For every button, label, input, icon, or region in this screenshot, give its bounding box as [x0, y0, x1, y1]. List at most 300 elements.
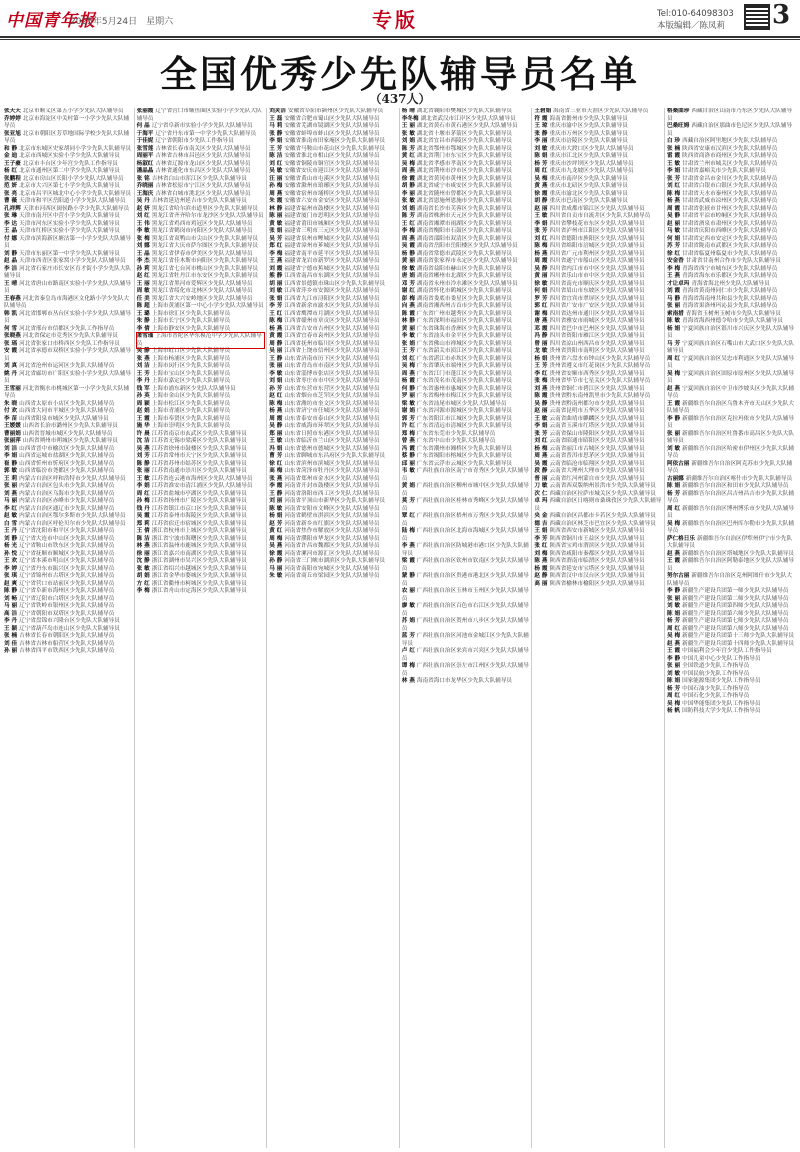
list-item — [269, 281, 397, 289]
person-affiliation: 浙江省金华市婺城区少先队大队辅导员 — [151, 573, 247, 579]
person-affiliation: 广西壮族自治区桂林市秀峰区少先队大队辅导员 — [401, 498, 529, 512]
person-affiliation: 浙江省绍兴市越城区少先队大队辅导员 — [151, 565, 247, 572]
person-affiliation: 贵州省遵义市红花岗区少先队大队辅导员 — [549, 363, 651, 369]
person-name: 张丽萍 — [4, 438, 21, 444]
list-item — [667, 153, 796, 161]
person-affiliation: 云南省昭通市昭阳区少先队大队辅导员 — [549, 438, 645, 444]
person-affiliation: 湖北省孝感市孝南区少先队大队辅导员 — [416, 160, 513, 167]
person-name: 陈 敏 — [269, 505, 283, 512]
person-affiliation: 浙江省温州市鹿城区少先队大队辅导员 — [151, 543, 247, 549]
list-item — [402, 333, 530, 341]
list-item — [137, 296, 265, 304]
list-item — [534, 258, 662, 266]
list-item — [667, 656, 796, 664]
person-name: 刘灵洁 — [269, 108, 286, 114]
person-name: 吴 梅 — [666, 520, 681, 527]
person-affiliation: 西藏自治区林芝市巴宜区少先队大队辅导员 — [549, 520, 656, 527]
person-name: 赵 丽 — [534, 408, 548, 414]
list-item — [534, 573, 662, 581]
person-name: 许 晨 — [136, 430, 150, 437]
list-item — [534, 116, 662, 124]
person-affiliation: 湖北省黄冈市黄州区少先队大队辅导员 — [416, 175, 513, 182]
list-item — [534, 146, 662, 154]
person-name: 陈 娟 — [666, 610, 681, 617]
person-affiliation: 重庆市渝中区少先队大队辅导员 — [549, 123, 628, 129]
list-item — [534, 273, 662, 281]
person-name: 吴 燕 — [269, 543, 283, 549]
person-name: 萨仁格日乐 — [666, 535, 695, 542]
person-name: 刘 梅 — [534, 550, 548, 557]
list-item — [137, 168, 265, 176]
person-affiliation: 重庆市万州区少先队大队辅导员 — [549, 130, 628, 137]
newspaper-logo: 中国青年报 — [6, 11, 96, 31]
person-affiliation: 河南省鹤壁市淇滨区少先队大队辅导员 — [284, 513, 380, 519]
list-item — [269, 393, 397, 401]
person-affiliation: 甘肃省张掖市甘州区少先队大队辅导员 — [682, 205, 778, 212]
person-affiliation: 福建省泉州市鲤城区少先队大队辅导员 — [284, 235, 380, 242]
list-item — [4, 566, 132, 574]
person-name: 曹 芳 — [269, 453, 283, 459]
person-affiliation: 广东省茂名市茂南区少先队大队辅导员 — [416, 378, 513, 384]
person-affiliation: 福建省福州市鼓楼区少先队大队辅导员 — [284, 205, 380, 212]
list-item — [4, 416, 132, 424]
person-affiliation: 湖南省岳阳市岳阳楼区少先队大队辅导员 — [416, 243, 518, 249]
person-name: 乔婷婷 — [4, 115, 21, 122]
person-name: 邱 丽 — [401, 460, 415, 467]
person-name: 周 红 — [666, 693, 681, 699]
person-name: 王 红 — [269, 310, 283, 317]
person-affiliation: 河南省安阳市文峰区少先队大队辅导员 — [284, 505, 380, 512]
person-affiliation: 新疆维吾尔自治区哈密市伊州区少先队大队辅导员 — [666, 445, 794, 459]
person-name: 吴 梅 — [534, 175, 548, 182]
person-name: 张 丽 — [666, 595, 681, 602]
person-name: 格桑曲珍 — [666, 108, 690, 114]
person-affiliation: 四川省乐山市市中区少先队大队辅导员 — [549, 273, 645, 279]
list-item — [4, 453, 132, 461]
list-item — [667, 356, 796, 371]
person-affiliation: 广东省湛江市赤坎区少先队大队辅导员 — [416, 355, 513, 362]
person-name: 张 娟 — [269, 295, 283, 302]
person-name: 付 娜 — [4, 235, 18, 242]
person-name: 徐 敏 — [534, 280, 548, 287]
list-item — [137, 408, 265, 416]
person-name: 张 丽 — [4, 483, 18, 489]
person-affiliation: 湖北省荆州市沙市区少先队大队辅导员 — [416, 168, 513, 174]
list-item — [4, 536, 132, 544]
person-name: 高 梅 — [269, 468, 283, 474]
list-item — [4, 581, 132, 589]
person-affiliation: 青海省海西州德令哈市少先队大队辅导员 — [682, 318, 783, 324]
person-affiliation: 新疆维吾尔自治区吐鲁番市高昌区少先队大队辅导员 — [666, 430, 794, 444]
list-item — [4, 183, 132, 191]
person-affiliation: 河南省洛阳市西工区少先队大队辅导员 — [284, 490, 380, 497]
person-affiliation: 天津市河西区闽侯路小学少先队大队辅导员 — [22, 205, 130, 212]
person-name: 段 静 — [534, 468, 548, 474]
person-name: 古丽娜 — [666, 475, 684, 482]
person-name: 李 敏 — [401, 333, 415, 339]
person-affiliation: 湖北省鄂州市鄂城区少先队大队辅导员 — [416, 145, 513, 152]
person-affiliation: 上海市松江区少先队大队辅导员 — [151, 400, 231, 407]
person-name: 张 娟 — [401, 340, 415, 347]
person-affiliation: 河南省商丘市梁园区少先队大队辅导员 — [284, 573, 380, 579]
list-item — [667, 573, 796, 588]
list-item — [402, 161, 530, 169]
list-item — [137, 258, 265, 266]
person-affiliation: 新疆生产建设兵团第二师少先队大队辅导员 — [682, 595, 789, 602]
name-column — [267, 108, 400, 1148]
person-name: 陈 洁 — [136, 535, 150, 542]
list-item — [534, 483, 662, 491]
person-name: 巴桑旺姆 — [666, 123, 690, 129]
list-item — [402, 386, 530, 394]
person-name: 林 燕 — [136, 543, 150, 549]
list-item — [667, 431, 796, 446]
list-item — [402, 483, 530, 498]
person-affiliation: 山东省济南市历下区少先队大队辅导员 — [284, 355, 380, 362]
list-item — [667, 318, 796, 326]
person-name: 周 燕 — [534, 453, 548, 459]
list-item — [534, 228, 662, 236]
list-item — [137, 303, 265, 311]
person-affiliation: 国家能源集团少先队工作指导员 — [682, 678, 761, 684]
person-affiliation: 辽宁省丹东市第一中学少先队大队辅导员 — [155, 130, 257, 137]
list-item — [269, 536, 397, 544]
person-affiliation: 北京市海淀区中关村第一小学少先队大队辅导员 — [4, 115, 130, 129]
person-name: 吴 梅 — [666, 633, 681, 639]
person-affiliation: 新疆维吾尔自治区克拉玛依市少先队大队辅导员 — [666, 415, 794, 429]
person-affiliation: 浙江省衢州市柯城区少先队大队辅导员 — [151, 580, 247, 587]
list-item — [667, 213, 796, 221]
person-affiliation: 江苏省淮安市清江浦区少先队大队辅导员 — [151, 483, 253, 489]
list-item — [667, 686, 796, 694]
person-name: 王 霞 — [666, 558, 681, 564]
list-item — [667, 221, 796, 229]
person-affiliation: 湖北省荆门市东宝区少先队大队辅导员 — [416, 153, 513, 159]
person-name: 蔡 静 — [401, 453, 415, 459]
person-affiliation: 四川省南充市顺庆区少先队大队辅导员 — [549, 280, 645, 287]
list-item — [534, 408, 662, 416]
person-name: 王 娟 — [534, 528, 548, 534]
person-affiliation: 广西壮族自治区梧州市万秀区少先队大队辅导员 — [401, 513, 529, 527]
list-item — [269, 386, 397, 394]
person-name: 黄 红 — [269, 528, 283, 534]
person-name: 吴 静 — [269, 423, 283, 429]
list-item — [137, 161, 265, 169]
name-column — [135, 108, 268, 1148]
person-name: 张 瑶 — [4, 340, 18, 347]
person-name: 刘 娟 — [269, 378, 283, 384]
person-affiliation: 山西省运城市盐湖区少先队大队辅导员 — [19, 453, 115, 459]
person-name: 孙 丽 — [4, 648, 18, 654]
person-affiliation: 广西壮族自治区河池市金城江区少先队大队辅导员 — [401, 633, 529, 647]
list-item — [269, 371, 397, 379]
person-name: 于海平 — [136, 130, 154, 137]
list-item — [137, 588, 265, 596]
list-item — [269, 258, 397, 266]
person-affiliation: 新疆维吾尔自治区和田市少先队大队辅导员 — [682, 483, 789, 489]
list-item — [534, 581, 662, 589]
list-item — [137, 138, 265, 146]
person-affiliation: 新疆生产建设兵团第六师少先队大队辅导员 — [682, 610, 789, 617]
list-item — [667, 191, 796, 199]
person-affiliation: 上海市崇明区少先队大队辅导员 — [151, 423, 231, 429]
list-item — [534, 161, 662, 169]
person-affiliation: 上海市青浦区少先队大队辅导员 — [151, 408, 231, 414]
person-affiliation: 甘肃省嘉峪关市少先队大队辅导员 — [682, 168, 767, 174]
person-name: 李 丽 — [534, 138, 548, 144]
person-affiliation: 辽宁省阜新市海州区少先队大队辅导员 — [19, 588, 115, 594]
page-number: 3 — [772, 0, 791, 30]
person-affiliation: 贵州省黔南州都匀市少先队大队辅导员 — [549, 400, 645, 407]
list-item — [667, 273, 796, 281]
person-name: 刘 燕 — [534, 385, 548, 392]
person-name: 刘 红 — [666, 183, 681, 189]
list-item — [269, 153, 397, 161]
person-name: 陆 梅 — [401, 528, 415, 534]
person-name: 符 霞 — [534, 115, 548, 122]
list-item — [269, 431, 397, 439]
list-item — [402, 213, 530, 221]
person-affiliation: 辽宁省沈阳市和平区少先队大队辅导员 — [19, 528, 115, 534]
list-item — [534, 453, 662, 461]
person-name: 周 燕 — [401, 168, 415, 174]
list-item — [534, 221, 662, 229]
list-item — [667, 311, 796, 319]
person-affiliation: 湖北省武汉市江岸区少先队大队辅导员 — [420, 115, 516, 122]
person-name: 王 静 — [269, 355, 283, 362]
person-name: 钱 军 — [136, 385, 150, 392]
person-name: 李 敏 — [269, 370, 283, 377]
person-affiliation: 贵州省铜仁市碧江区少先队大队辅导员 — [549, 385, 645, 392]
person-name: 周 霞 — [666, 205, 681, 212]
list-item — [534, 333, 662, 341]
person-affiliation: 广东省汕尾市城区少先队大队辅导员 — [416, 400, 507, 407]
qr-code-icon — [746, 6, 768, 28]
person-affiliation: 中国石油少先队工作指导员 — [682, 685, 750, 692]
person-affiliation: 湖南省衡阳市石鼓区少先队大队辅导员 — [416, 228, 513, 234]
person-affiliation: 山西省临汾市尧都区少先队大队辅导员 — [19, 468, 115, 474]
person-name: 刘 燕 — [4, 490, 18, 497]
person-affiliation: 新疆生产建设兵团第一师少先队大队辅导员 — [682, 588, 789, 594]
list-item — [667, 371, 796, 386]
list-item — [4, 641, 132, 649]
list-item — [4, 461, 132, 469]
person-name: 李 红 — [4, 505, 18, 512]
person-name: 黄 丽 — [401, 258, 415, 264]
person-name: 赵 芳 — [269, 520, 283, 527]
person-affiliation: 黑龙江省大庆市萨尔图区少先队大队辅导员 — [151, 243, 259, 249]
person-affiliation: 甘肃省金昌市金川区少先队大队辅导员 — [682, 175, 778, 182]
person-affiliation: 山西省太原市小店区少先队大队辅导员 — [19, 400, 115, 407]
person-affiliation: 江西省南昌市东湖区少先队大队辅导员 — [284, 273, 380, 279]
list-item — [269, 558, 397, 566]
person-name: 周 颖 — [136, 400, 150, 407]
person-affiliation: 河南省许昌市魏都区少先队大队辅导员 — [284, 543, 380, 549]
contact-info — [657, 8, 734, 32]
person-name: 谢 红 — [401, 288, 415, 294]
person-affiliation: 天津市西青区张家窝小学少先队大队辅导员 — [19, 258, 126, 264]
person-affiliation: 山东省聊城市东昌府区少先队大队辅导员 — [284, 453, 386, 459]
list-item — [402, 528, 530, 543]
person-affiliation: 广东省清远市清城区少先队大队辅导员 — [416, 423, 513, 429]
person-affiliation: 江西省景德镇市珠山区少先队大队辅导员 — [284, 280, 386, 287]
list-item — [534, 566, 662, 574]
person-name: 杨 静 — [401, 250, 415, 257]
section-title: 专版 — [372, 8, 418, 32]
person-affiliation: 湖南省益阳市赫山区少先队大队辅导员 — [416, 265, 513, 272]
person-name: 普 丽 — [534, 475, 548, 482]
list-item — [4, 191, 132, 199]
person-affiliation: 湖北省十堰市茅箭区少先队大队辅导员 — [416, 130, 513, 137]
list-item — [402, 401, 530, 409]
person-name: 王 红 — [401, 220, 415, 227]
list-item — [402, 191, 530, 199]
person-name: 方 红 — [136, 580, 150, 587]
person-name: 向 燕 — [401, 303, 415, 309]
person-name: 梁 霞 — [401, 558, 415, 564]
person-affiliation: 湖北省宜昌市西陵区少先队大队辅导员 — [416, 138, 513, 144]
person-name: 王 敏 — [136, 475, 150, 482]
person-affiliation: 中国石化少先队工作指导员 — [682, 693, 750, 699]
list-item — [534, 356, 662, 364]
person-affiliation: 重庆市九龙坡区少先队大队辅导员 — [549, 168, 634, 174]
person-name: 马 丽 — [4, 498, 18, 504]
list-item — [269, 498, 397, 506]
list-item — [402, 603, 530, 618]
list-item — [269, 453, 397, 461]
list-item — [137, 423, 265, 431]
person-name: 刘 洁 — [4, 445, 18, 452]
person-name: 周 静 — [269, 340, 283, 347]
person-affiliation: 广东省佛山市禅城区少先队大队辅导员 — [416, 340, 513, 347]
person-affiliation: 黑龙江省齐齐哈尔市龙沙区少先队大队辅导员 — [151, 213, 264, 219]
person-name: 施 华 — [136, 423, 150, 429]
list-item — [534, 183, 662, 191]
list-item — [402, 206, 530, 214]
list-item — [137, 386, 265, 394]
person-affiliation: 青海省果洛州玛沁县少先队大队辅导员 — [682, 303, 778, 309]
list-item — [269, 506, 397, 514]
list-item — [667, 558, 796, 573]
person-name: 刘 红 — [534, 235, 548, 242]
name-count: （437人） — [369, 92, 431, 106]
person-name: 孙 梅 — [269, 183, 283, 189]
list-item — [137, 483, 265, 491]
list-item — [534, 303, 662, 311]
person-affiliation: 湖南省郴州市北湖区少先队大队辅导员 — [416, 273, 513, 279]
person-affiliation: 贵州省贵阳市南明区少先队大队辅导员 — [549, 348, 645, 354]
person-affiliation: 黑龙江省鹤岗市向阳区少先队大队辅导员 — [151, 228, 253, 234]
person-name: 周 敏 — [136, 288, 150, 294]
list-item — [534, 243, 662, 251]
person-affiliation: 黑龙江省绥化市北林区少先队大队辅导员 — [151, 288, 253, 294]
list-item — [402, 558, 530, 573]
person-affiliation: 辽宁省丹东市振兴区少先队大队辅导员 — [19, 565, 115, 572]
person-affiliation: 四川省眉山市东坡区少先队大队辅导员 — [549, 288, 645, 294]
list-item — [4, 438, 132, 446]
person-name: 卢 红 — [401, 648, 415, 654]
list-item — [534, 461, 662, 469]
list-item — [402, 108, 530, 116]
person-affiliation: 江西省抚州市临川区少先队大队辅导员 — [284, 340, 380, 347]
list-item — [137, 273, 265, 281]
list-item — [269, 468, 397, 476]
name-list — [2, 108, 798, 1148]
person-affiliation: 江西省萍乡市安源区少先队大队辅导员 — [284, 288, 380, 294]
person-name: 赵 红 — [136, 273, 150, 279]
person-affiliation: 中国福利会少年宫少先队工作指导员 — [682, 648, 772, 654]
list-item — [667, 506, 796, 521]
person-name: 马 莉 — [269, 123, 283, 129]
list-item — [667, 236, 796, 244]
person-affiliation: 浙江省宁波市海曙区少先队大队辅导员 — [151, 535, 247, 542]
person-name: 何 娟 — [534, 288, 548, 294]
list-item — [667, 611, 796, 619]
list-item — [402, 281, 530, 289]
person-name: 德 吉 — [534, 520, 548, 527]
person-name: 李 丹 — [136, 378, 150, 384]
person-name: 王 敏 — [534, 213, 548, 219]
person-affiliation: 新疆维吾尔自治区伊犁州伊宁市少先队大队辅导员 — [666, 535, 793, 549]
person-name: 张雪莲 — [136, 145, 154, 152]
editor-text: 本版编辑／陈凤莉 — [657, 21, 726, 31]
person-affiliation: 广西壮族自治区钦州市钦南区少先队大队辅导员 — [401, 558, 529, 572]
person-affiliation: 宁夏回族自治区石嘴山市大武口区少先队大队辅导员 — [666, 340, 794, 354]
person-name: 央 金 — [534, 513, 548, 519]
person-name: 李 达 — [4, 220, 18, 227]
list-item — [402, 221, 530, 229]
person-name: 付 欢 — [4, 408, 18, 414]
person-affiliation: 甘肃省白银市白银区少先队大队辅导员 — [682, 183, 778, 189]
list-item — [402, 663, 530, 678]
list-item — [137, 266, 265, 274]
person-name: 覃 红 — [401, 513, 415, 519]
person-affiliation: 江西省新余市渝水区少先队大队辅导员 — [284, 303, 380, 309]
list-item — [402, 678, 530, 686]
list-item — [4, 476, 132, 484]
person-name: 张 楠 — [4, 633, 18, 639]
person-name: 吴 燕 — [136, 445, 150, 452]
person-name: 刘 洁 — [136, 363, 150, 369]
person-affiliation: 黑龙江省双鸭山市尖山区少先队大队辅导员 — [151, 235, 259, 242]
list-item — [269, 573, 397, 581]
person-name: 张 静 — [269, 130, 283, 137]
person-affiliation: 江西省九江市浔阳区少先队大队辅导员 — [284, 295, 380, 302]
person-affiliation: 新疆维吾尔自治区阿克苏市少先队大队辅导员 — [666, 460, 793, 474]
person-affiliation: 黑龙江省牡丹江市东安区少先队大队辅导员 — [151, 273, 259, 279]
list-item — [4, 153, 132, 161]
person-name: 孙 英 — [136, 393, 150, 399]
person-name: 刘 娟 — [401, 138, 415, 144]
person-affiliation: 吉林省长春市朝阳区少先队大队辅导员 — [19, 633, 115, 639]
list-item — [402, 416, 530, 424]
person-name: 张晓燕 — [4, 333, 21, 339]
person-name: 孙 悦 — [4, 550, 18, 557]
person-affiliation: 安徽省淮南市田家庵区少先队大队辅导员 — [284, 138, 386, 144]
person-affiliation: 甘肃省庆阳市西峰区少先队大队辅导员 — [682, 228, 778, 234]
person-name: 胡 娟 — [136, 573, 150, 579]
person-affiliation: 辽宁省铁岭市银州区少先队大队辅导员 — [19, 603, 115, 609]
list-item — [534, 348, 662, 356]
person-affiliation: 河南省开封市鼓楼区少先队大队辅导员 — [284, 483, 380, 489]
list-item — [667, 258, 796, 266]
person-affiliation: 湖北省咸宁市咸安区少先队大队辅导员 — [416, 183, 513, 189]
list-item — [4, 251, 132, 259]
person-affiliation: 新疆维吾尔自治区博州博乐市少先队大队辅导员 — [666, 505, 794, 519]
person-affiliation: 辽宁省鞍山市铁东区少先队大队辅导员 — [19, 543, 115, 549]
person-affiliation: 北京市顺义区第五小学少先队大队辅导员 — [22, 108, 124, 114]
person-name: 孙 梅 — [136, 498, 150, 504]
